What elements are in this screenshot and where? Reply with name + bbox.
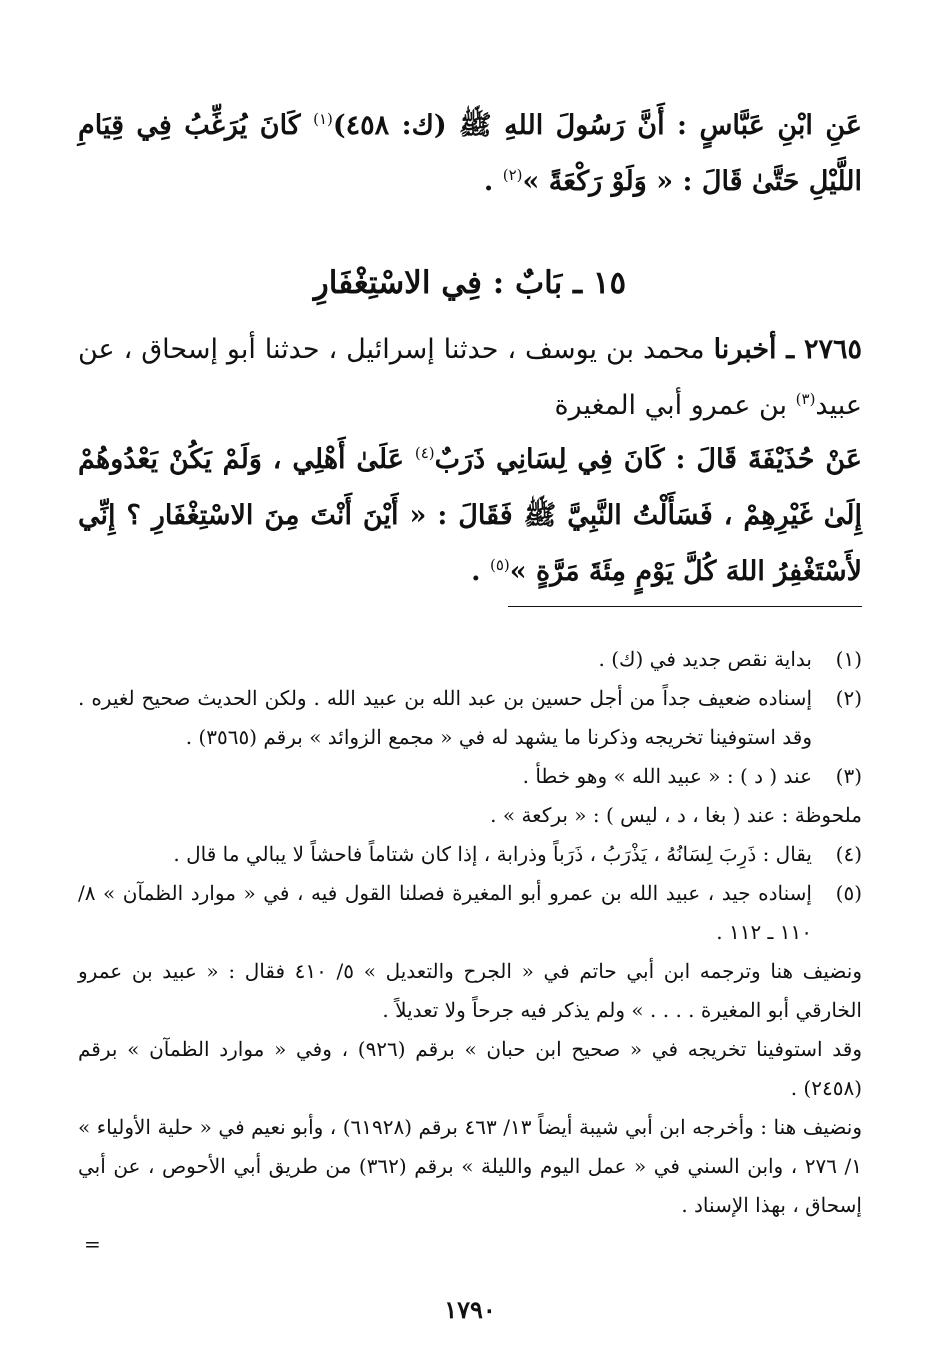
footnote-line: يقال : ذَرِبَ لِسَانُهُ ، يَذْرَبُ ، ذَرَباً وذرابة ، إذا كان شتاماً فاحشاً لا يبالي ما قال . (173, 842, 812, 866)
footnote-ref-1: (١) (313, 110, 333, 128)
isnad-part2: بن عمرو أبي المغيرة (554, 390, 788, 421)
footnote-2 (78, 679, 862, 757)
isnad-part1: محمد بن يوسف ، حدثنا إسرائيل ، حدثنا أبو إسحاق ، عن عبيد (78, 334, 862, 421)
footnote-line: عند ( د ) : « عبيد الله » وهو خطأ . (522, 764, 812, 788)
continuation-mark: = (84, 1232, 101, 1256)
intro-text-part1: عَنِ ابْنِ عَبَّاسٍ : أَنَّ رَسُولَ اللهِ ﷺ (ك: ٤٥٨) (332, 110, 862, 141)
footnote-3 (78, 757, 862, 796)
page-number: ١٧٩٠ (444, 1295, 496, 1324)
footnote-4 (78, 835, 862, 874)
footnote-3-continuation: ملحوظة : عند ( بغا ، د ، ليس ) : « بركعة » . (490, 803, 862, 827)
footnote-5-paragraph-3: وقد استوفينا تخريجه في « صحيح ابن حبان » برقم (٩٢٦) ، وفي « موارد الظمآن » برقم (٢٤٥٨) . (78, 1037, 862, 1100)
hadith-isnad (78, 322, 862, 434)
footnote-ref-5: (٥) (489, 556, 510, 574)
intro-text-part2: كَانَ يُرَغِّبُ فِي قِيَامِ اللَّيْلِ حَتَّىٰ قَالَ : « وَلَوْ رَكْعَةً » (78, 110, 862, 197)
footnote-text (78, 835, 812, 874)
footnote-ref-4: (٤) (414, 444, 435, 462)
footnote-5-paragraph-4: ونضيف هنا : وأخرجه ابن أبي شيبة أيضاً ١٣/ ٤٦٣ برقم (٦١٩٢٨) ، وأبو نعيم في « حلية الأولياء » ١/ ٢٧٦ ، وابن السني في « عمل اليوم والليلة » برقم (٣٦٢) من طريق أبي الأحوص ، عن أبي إسحاق ، بهذا الإسناد . (78, 1115, 862, 1217)
hadith-matn (78, 432, 862, 600)
footnote-text (78, 874, 812, 952)
footnote-number: (٥) (835, 881, 862, 905)
footnote-1 (78, 640, 862, 679)
footnote-line: إسناده ضعيف جداً من أجل حسين بن عبد الله بن عبيد الله . ولكن الحديث صحيح لغيره . وقد استوفينا تخريجه وذكرنا ما يشهد له في « مجمع الزوائد » برقم (٣٥٦٥) . (78, 686, 812, 749)
intro-end: . (483, 166, 503, 197)
matn-end: . (471, 556, 490, 587)
matn-part2: عَلَىٰ أَهْلِي ، وَلَمْ يَكُنْ يَعْدُوهُمْ إِلَىٰ غَيْرِهِمْ ، فَسَأَلْتُ النَّبِيَّ ﷺ فَقَالَ : « أَيْنَ أَنْتَ مِنَ الاسْتِغْفَارِ ؟ إِنِّي لأَسْتَغْفِرُ اللهَ كُلَّ يَوْمٍ مِئَةَ مَرَّةٍ » (78, 444, 862, 587)
matn-part1: عَنْ حُذَيْفَةَ قَالَ : كَانَ فِي لِسَانِي ذَرَبٌ (434, 444, 862, 475)
footnote-separator (508, 606, 862, 607)
intro-paragraph (78, 98, 862, 210)
footnote-text (78, 679, 812, 757)
footnotes (78, 640, 862, 1225)
footnote-ref-3: (٣) (795, 390, 816, 408)
hadith-number-lead: ٢٧٦٥ ـ أخبرنا (713, 334, 862, 365)
footnote-line: إسناده جيد ، عبيد الله بن عمرو أبو المغيرة فصلنا القول فيه ، في « موارد الظمآن » ٨/ ١١٠ ـ ١١٢ . (78, 881, 812, 944)
footnote-number: (٢) (835, 686, 862, 710)
footnote-number: (٣) (835, 764, 862, 788)
footnote-text (78, 757, 812, 796)
chapter-heading: ١٥ ـ بَابٌ : فِي الاسْتِغْفَارِ (313, 265, 627, 301)
footnote-line: بداية نقص جديد في (ك) . (598, 647, 812, 671)
footnote-number: (٤) (835, 842, 862, 866)
footnote-text (78, 640, 812, 679)
footnote-ref-2: (٢) (502, 166, 523, 184)
footnote-number: (١) (835, 647, 862, 671)
footnote-5-paragraph-2: ونضيف هنا وترجمه ابن أبي حاتم في « الجرح والتعديل » ٥/ ٤١٠ فقال : « عبيد بن عمرو الخارقي أبو المغيرة . . . . » ولم يذكر فيه جرحاً ولا تعديلاً . (78, 959, 862, 1022)
footnote-5 (78, 874, 862, 952)
